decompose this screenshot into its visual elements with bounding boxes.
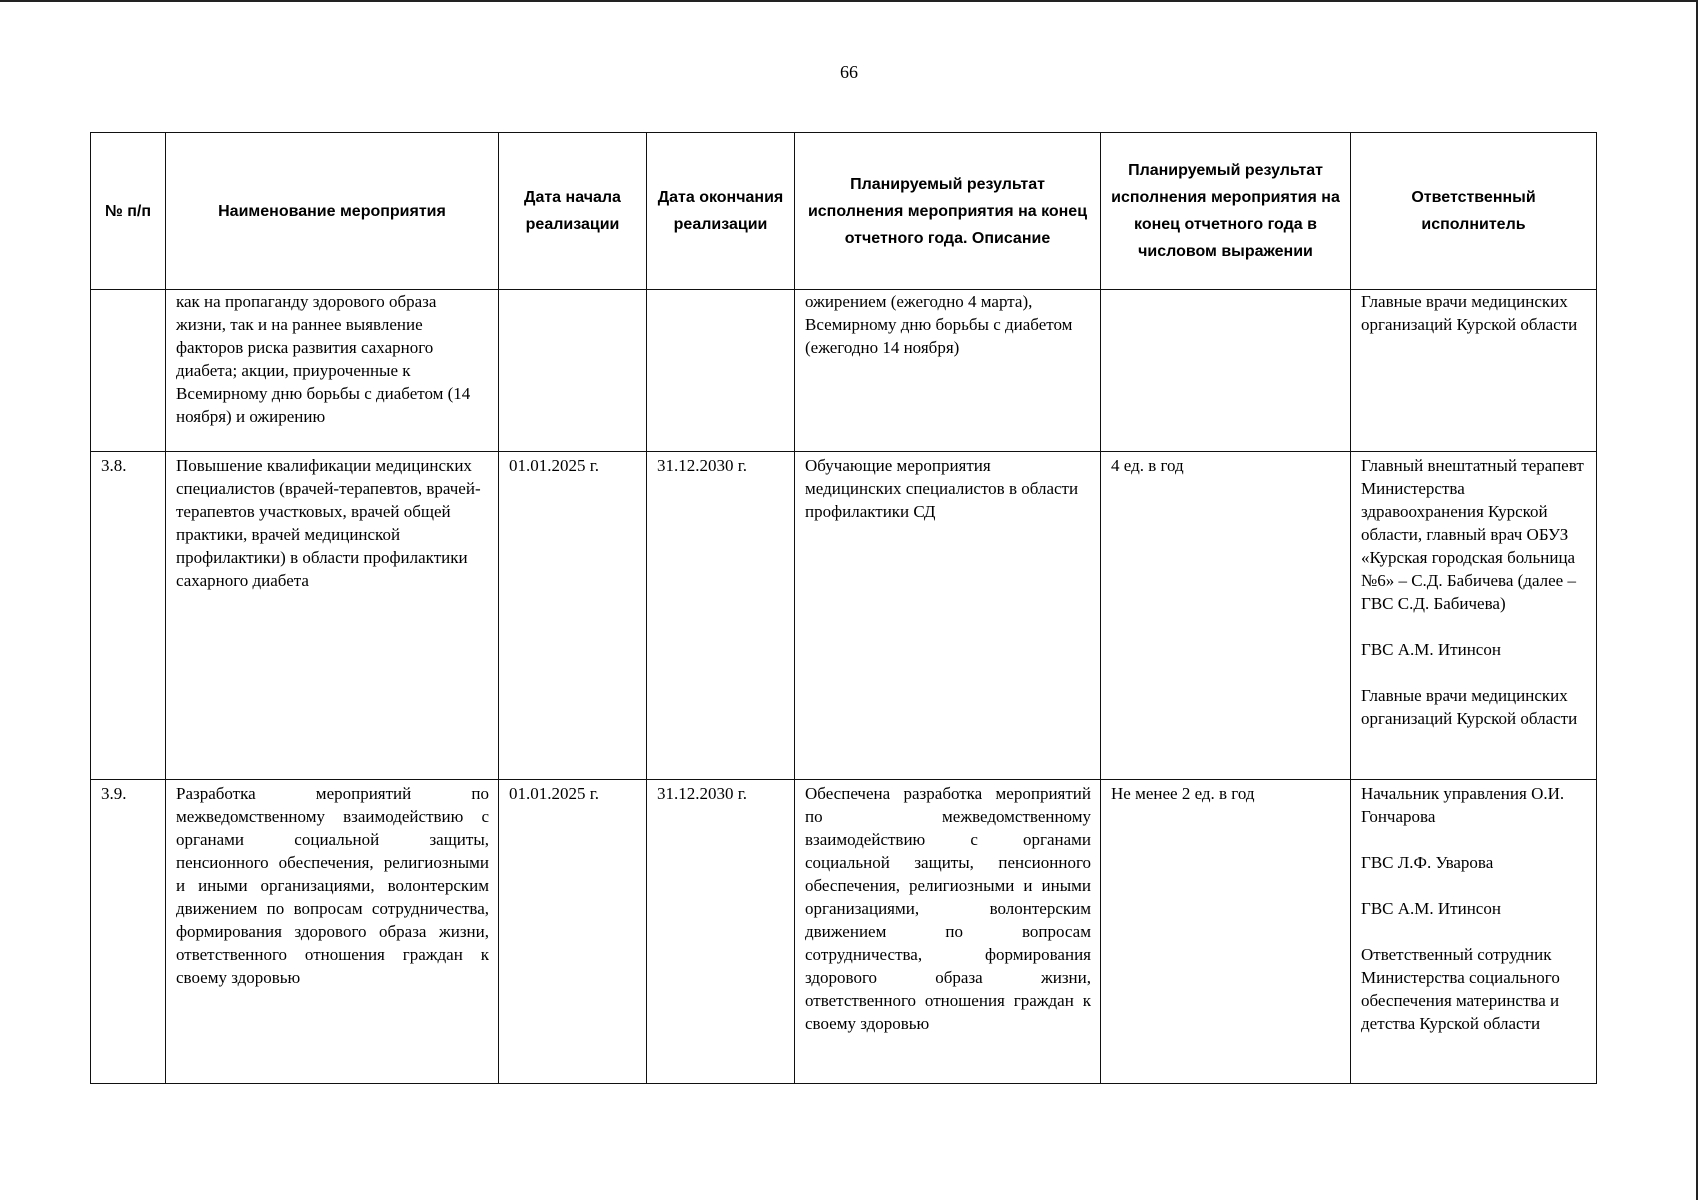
page-number: 66 bbox=[840, 62, 858, 82]
activities-table bbox=[90, 132, 1597, 1084]
executor-entry: Главные врачи медицинских организаций Курской области bbox=[1361, 686, 1578, 728]
header-row bbox=[91, 133, 1597, 290]
row-start-date: 01.01.2025 г. bbox=[499, 452, 647, 780]
row-end-date bbox=[647, 290, 795, 452]
table-row bbox=[91, 452, 1597, 780]
row-executor bbox=[1351, 452, 1597, 780]
row-result-numeric: Не менее 2 ед. в год bbox=[1101, 780, 1351, 1084]
executor-entry: Ответственный сотрудник Министерства социального обеспечения материнства и детства Курской области bbox=[1361, 945, 1560, 1033]
header-name: Наименование мероприятия bbox=[166, 133, 499, 290]
row-result-description: Обучающие мероприятия медицинских специалистов в области профилактики СД bbox=[795, 452, 1101, 780]
row-start-date bbox=[499, 290, 647, 452]
row-num: 3.9. bbox=[91, 780, 166, 1084]
header-num: № п/п bbox=[91, 133, 166, 290]
row-num bbox=[91, 290, 166, 452]
row-start-date: 01.01.2025 г. bbox=[499, 780, 647, 1084]
row-result-description: ожирением (ежегодно 4 марта), Всемирному дню борьбы с диабетом (ежегодно 14 ноября) bbox=[795, 290, 1101, 452]
row-result-description: Обеспечена разработка мероприятий по межведомственному взаимодействию с органами социальной защиты, пенсионного обеспечения, религиозными и иными организациями, волонтерским движением по вопросам сотрудничества, формирования здорового образа жизни, ответственного отношения граждан к своему здоровью bbox=[795, 780, 1101, 1084]
table-body bbox=[91, 290, 1597, 1084]
header-end-date: Дата окончания реализации bbox=[647, 133, 795, 290]
executor-entry: ГВС А.М. Итинсон bbox=[1361, 640, 1501, 659]
row-activity-name: Повышение квалификации медицинских специалистов (врачей-терапевтов, врачей-терапевтов участковых, врачей общей практики, врачей медицинской профилактики) в области профилактики сахарного диабета bbox=[166, 452, 499, 780]
header-start-date: Дата начала реализации bbox=[499, 133, 647, 290]
executor-entry: Начальник управления О.И. Гончарова bbox=[1361, 784, 1565, 826]
table-header bbox=[91, 133, 1597, 290]
row-num: 3.8. bbox=[91, 452, 166, 780]
executor-entry: Главные врачи медицинских организаций Курской области bbox=[1361, 292, 1578, 334]
row-activity-name: Разработка мероприятий по межведомственному взаимодействию с органами социальной защиты, пенсионного обеспечения, религиозными и иными организациями, волонтерским движением по вопросам сотрудничества, формирования здорового образа жизни, ответственного отношения граждан к своему здоровью bbox=[166, 780, 499, 1084]
header-result-description: Планируемый результат исполнения мероприятия на конец отчетного года. Описание bbox=[795, 133, 1101, 290]
row-executor bbox=[1351, 780, 1597, 1084]
table-row bbox=[91, 290, 1597, 452]
table-row bbox=[91, 780, 1597, 1084]
executor-entry: ГВС Л.Ф. Уварова bbox=[1361, 853, 1494, 872]
row-result-numeric bbox=[1101, 290, 1351, 452]
header-executor: Ответственный исполнитель bbox=[1351, 133, 1597, 290]
header-result-numeric: Планируемый результат исполнения мероприятия на конец отчетного года в числовом выражении bbox=[1101, 133, 1351, 290]
row-activity-name: как на пропаганду здорового образа жизни, так и на раннее выявление факторов риска развития сахарного диабета; акции, приуроченные к Всемирному дню борьбы с диабетом (14 ноября) и ожирению bbox=[166, 290, 499, 452]
row-end-date: 31.12.2030 г. bbox=[647, 452, 795, 780]
executor-entry: Главный внештатный терапевт Министерства здравоохранения Курской области, главный врач ОБУЗ «Курская городская больница №6» – С.Д. Бабичева (далее – ГВС С.Д. Бабичева) bbox=[1361, 456, 1584, 613]
row-executor bbox=[1351, 290, 1597, 452]
row-end-date: 31.12.2030 г. bbox=[647, 780, 795, 1084]
row-result-numeric: 4 ед. в год bbox=[1101, 452, 1351, 780]
executor-entry: ГВС А.М. Итинсон bbox=[1361, 899, 1501, 918]
